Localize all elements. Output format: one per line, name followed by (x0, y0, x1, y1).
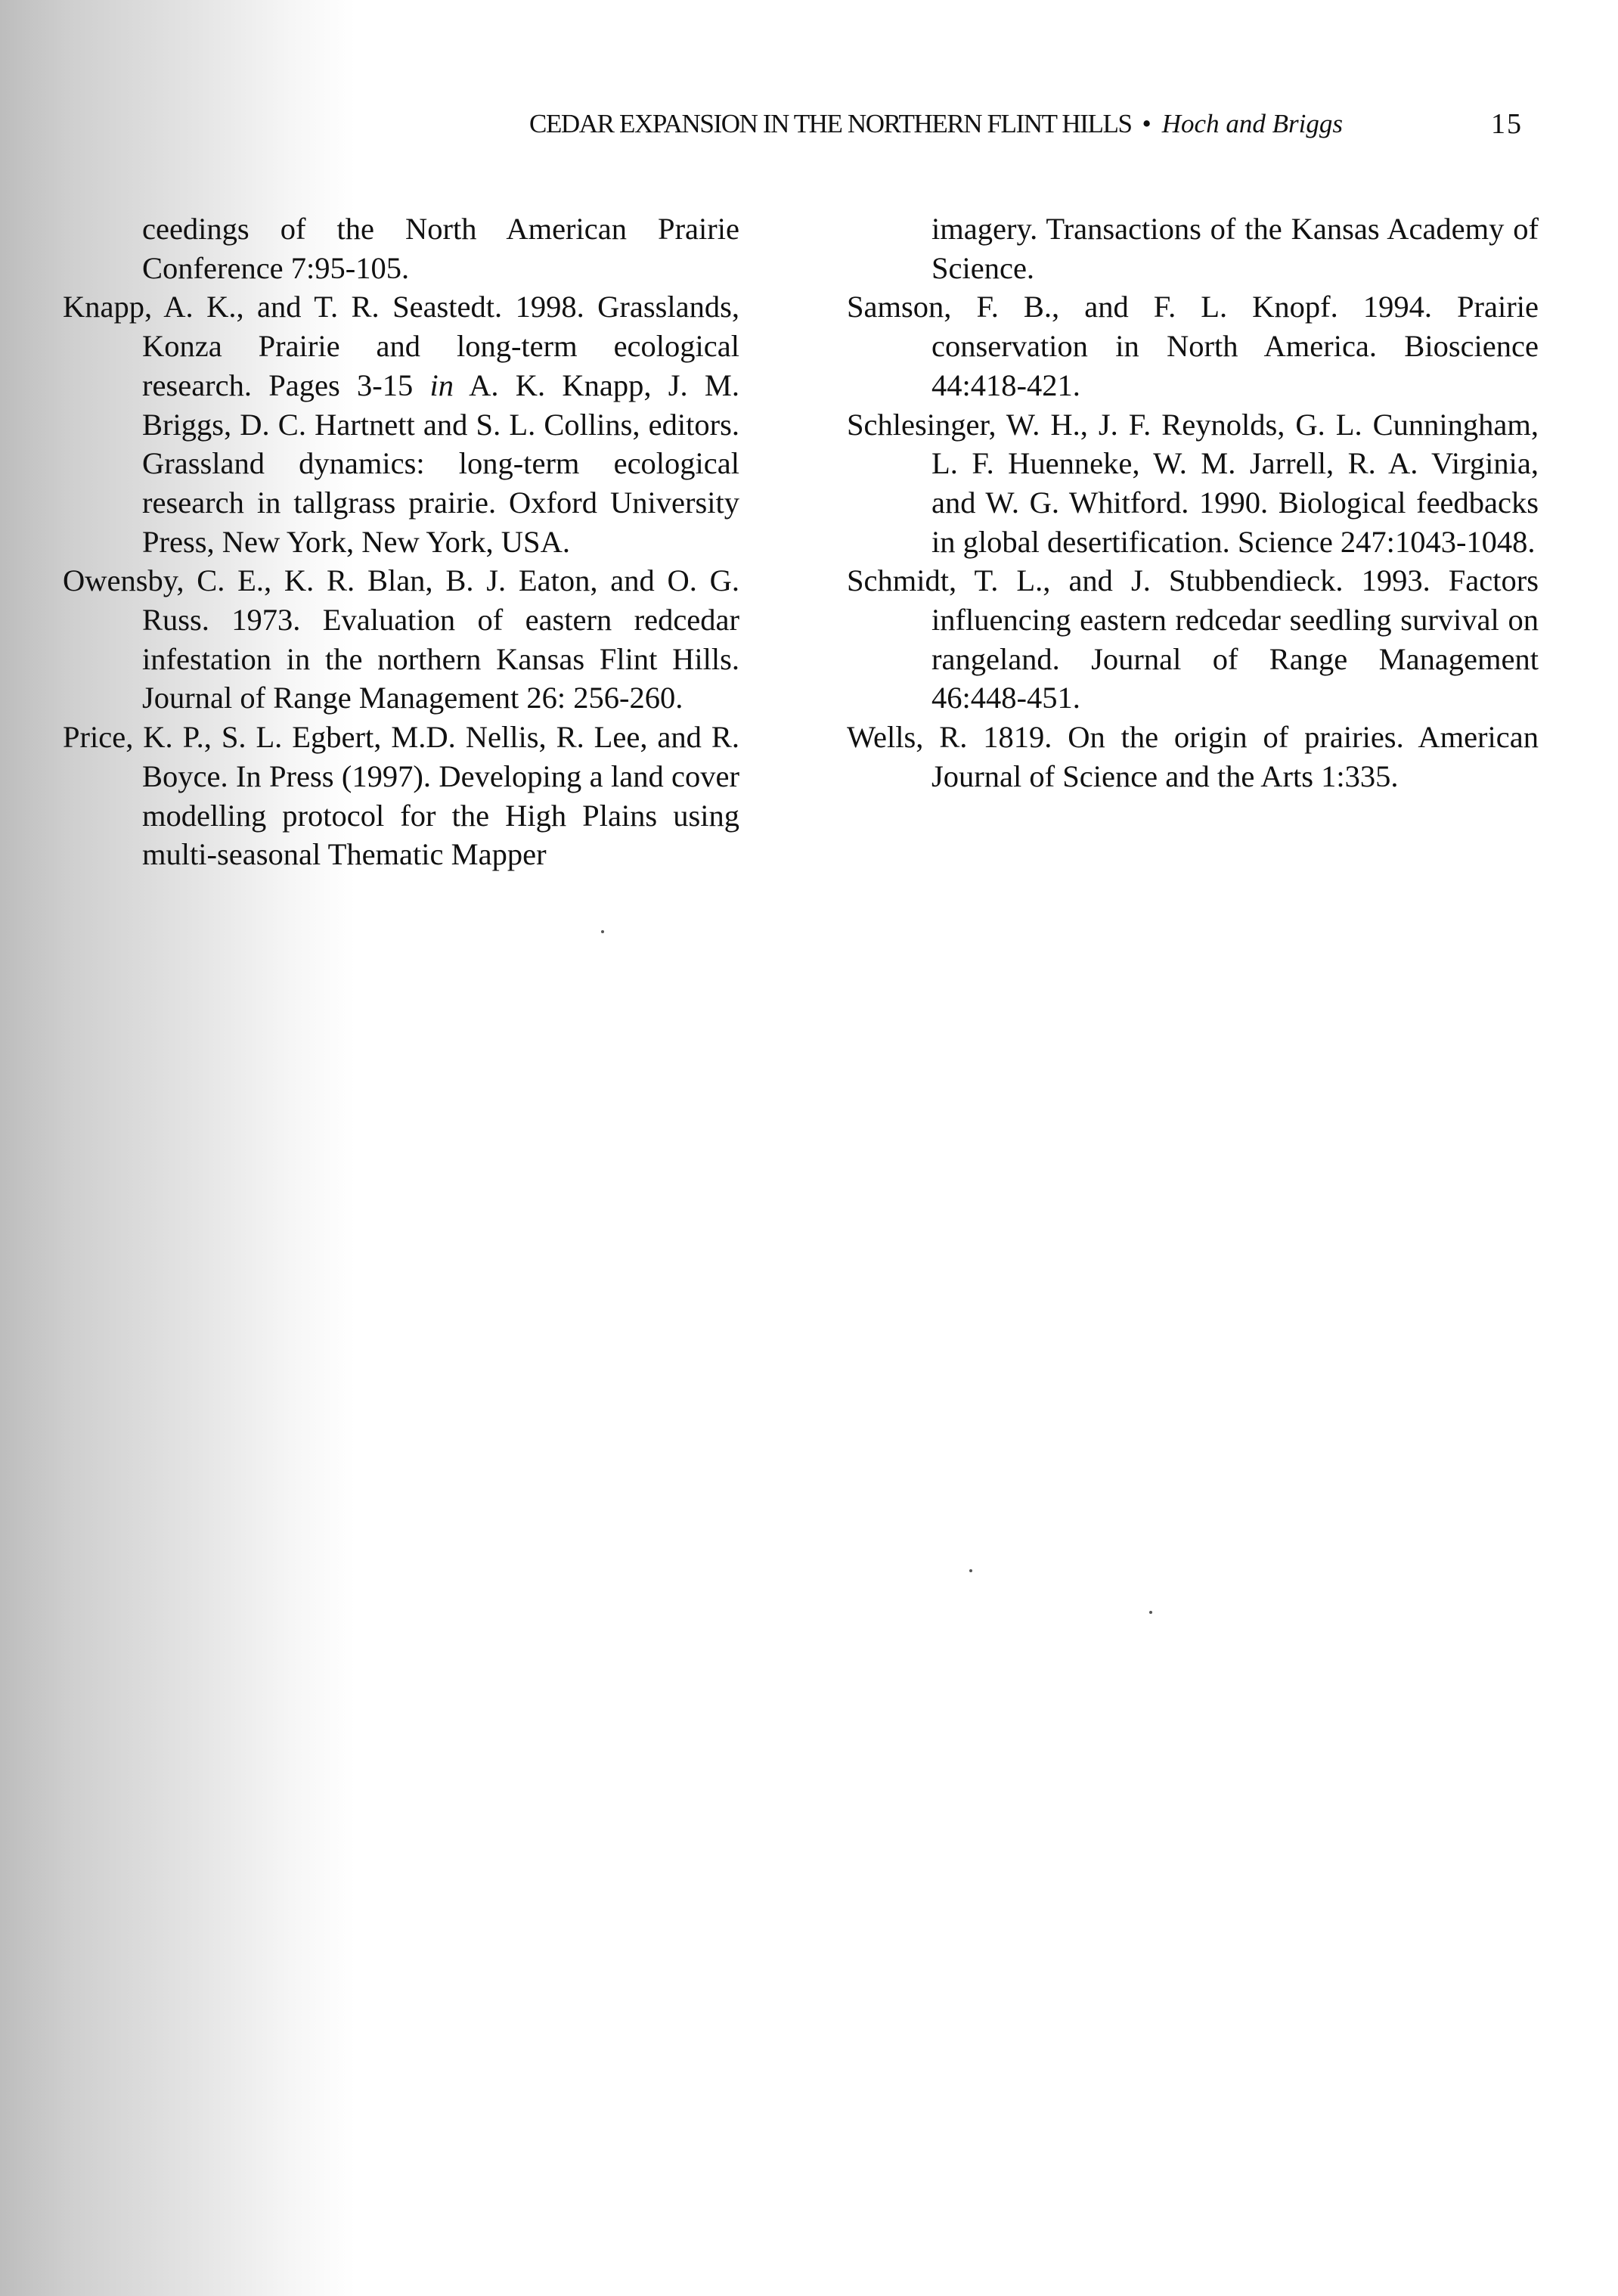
reference-price-1997: Price, K. P., S. L. Egbert, M.D. Nellis, R. Lee, and R. Boyce. In Press (1997). Developing a land cover modelling protocol for the High Plains using multi-seasonal Thematic Mapper (63, 720, 739, 872)
scan-speck (1149, 1611, 1152, 1614)
reference-continued: imagery. Transactions of the Kansas Academy of Science. (931, 212, 1539, 285)
reference-samson-1994: Samson, F. B., and F. L. Knopf. 1994. Prairie conservation in North America. Bioscience 44:418-421. (847, 290, 1539, 402)
reference-wells-1819: Wells, R. 1819. On the origin of prairies. American Journal of Science and the Arts 1:335. (847, 720, 1539, 793)
page-number: 15 (1491, 108, 1523, 140)
running-header-authors: Hoch and Briggs (1161, 109, 1343, 138)
running-header-title: CEDAR EXPANSION IN THE NORTHERN FLINT HILLS (529, 109, 1132, 138)
references-left-column (63, 209, 739, 874)
reference-text: A. K. Knapp, J. M. Briggs, D. C. Hartnett and S. L. Collins, editors. Grassland dynamics: long-term ecological research in tallgrass prairie. Oxford University Press, New York, New York, USA. (142, 368, 739, 559)
references-right-column (847, 209, 1539, 796)
header-bullet: • (1142, 109, 1152, 138)
reference-schmidt-1993: Schmidt, T. L., and J. Stubbendieck. 1993. Factors influencing eastern redcedar seedling survival on rangeland. Journal of Range Management 46:448-451. (847, 563, 1539, 715)
scan-speck (969, 1569, 972, 1572)
reference-knapp-1998 (63, 287, 739, 561)
reference-owensby-1973: Owensby, C. E., K. R. Blan, B. J. Eaton, and O. G. Russ. 1973. Evaluation of eastern redcedar infestation in the northern Kansas Flint Hills. Journal of Range Management 26: 256-260. (63, 563, 739, 715)
reference-schlesinger-1990: Schlesinger, W. H., J. F. Reynolds, G. L. Cunningham, L. F. Huenneke, W. M. Jarrell, R. A. Virginia, and W. G. Whitford. 1990. Biological feedbacks in global desertification. Science 247:1043-1048. (847, 407, 1539, 559)
scan-speck (601, 930, 604, 933)
running-header (529, 101, 1535, 147)
reference-text: Knapp, A. K., and T. R. Seastedt. 1998. Grasslands, Konza Prairie and long-term ecological research. Pages 3-15 (63, 290, 739, 402)
reference-italic: in (429, 368, 454, 402)
reference-continued: ceedings of the North American Prairie Conference 7:95-105. (142, 212, 739, 285)
